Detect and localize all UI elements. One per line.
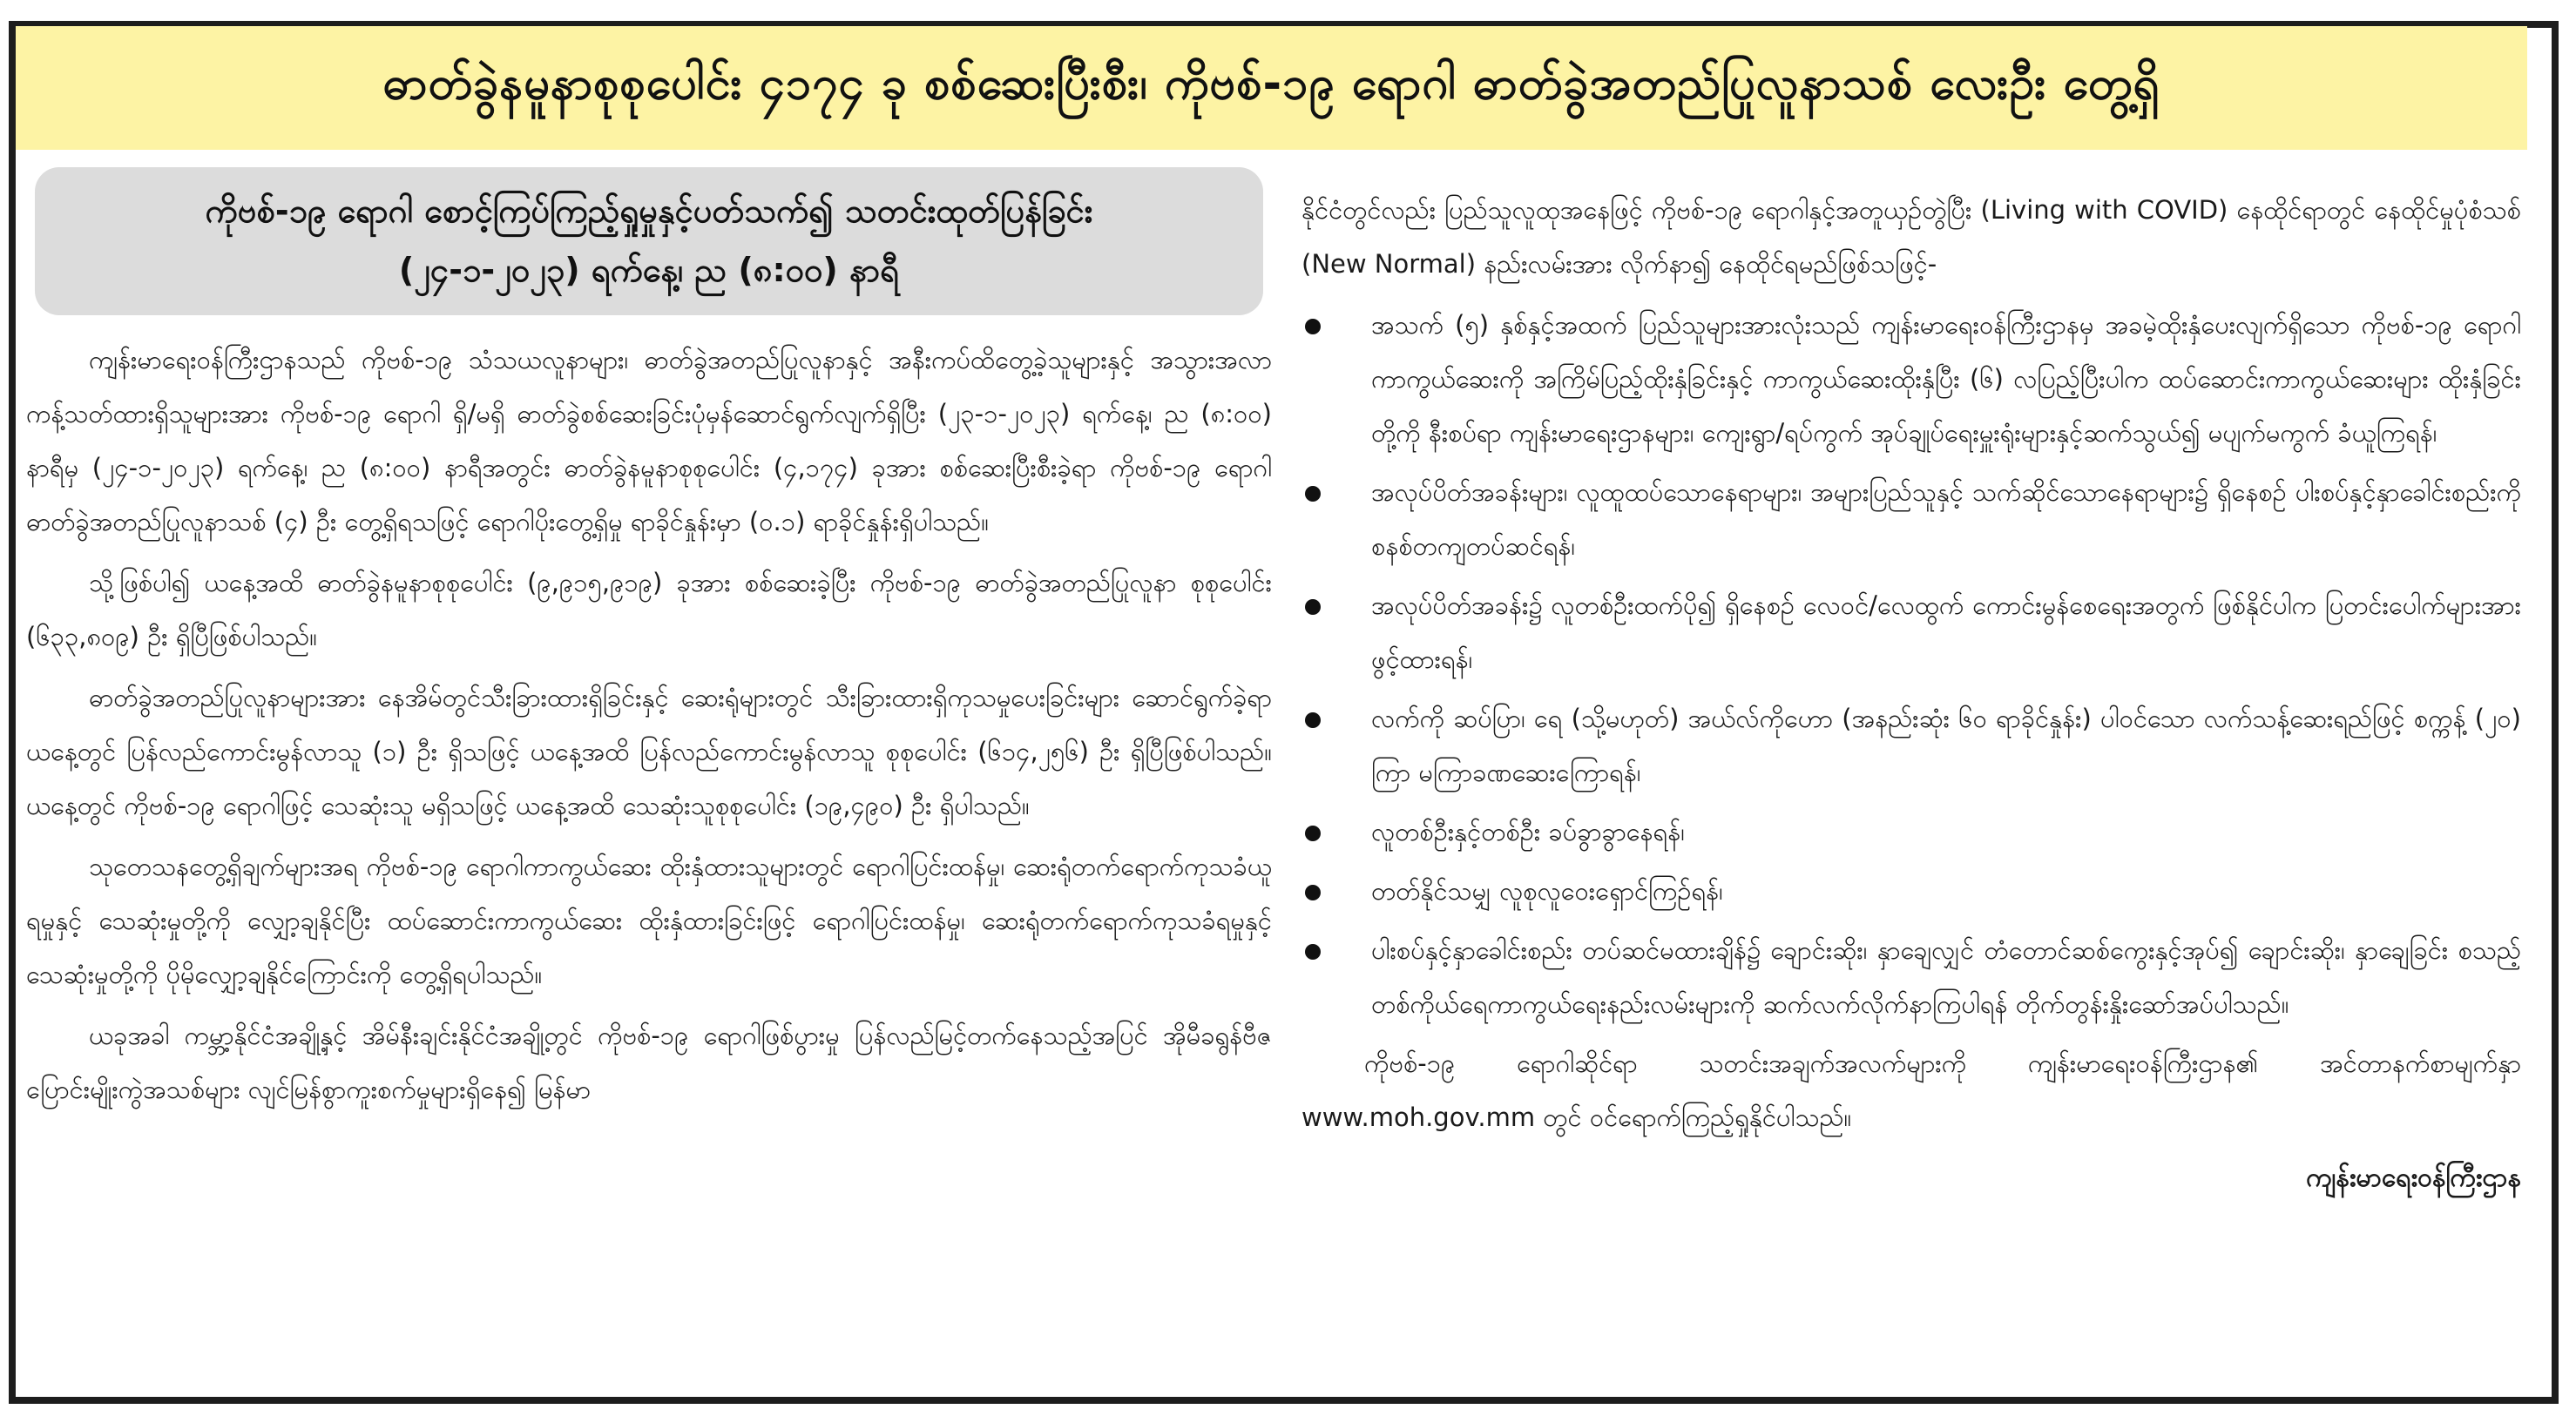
press-release-subheading (35, 167, 1263, 315)
bullet-icon (1305, 599, 1321, 615)
list-item: လူတစ်ဦးနှင့်တစ်ဦး ခပ်ခွာခွာနေရန်၊ (1302, 805, 2521, 859)
list-item: တတ်နိုင်သမျှ လူစုလူဝေးရှောင်ကြဉ်ရန်၊ (1302, 864, 2521, 918)
list-item: အသက် (၅) နှစ်နှင့်အထက် ပြည်သူများအားလုံးသည် ကျန်းမာရေးဝန်ကြီးဌာနမှ အခမဲ့ထိုးနှံပေးလျက်ရှိသော ကိုဗစ်-၁၉ ရောဂါ ကာကွယ်ဆေးကို အကြိမ်ပြည့်ထိုးနှံခြင်းနှင့် ကာကွယ်ဆေးထိုးနှံပြီး (၆) လပြည့်ပြီးပါက ထပ်ဆောင်းကာကွယ်ဆေးများ ထိုးနှံခြင်းတို့ကို နီးစပ်ရာ ကျန်းမာရေးဌာနများ၊ ကျေးရွာ/ရပ်ကွက် အုပ်ချုပ်ရေးမှူးရုံးများနှင့်ဆက်သွယ်၍ မပျက်မကွက် ခံယူကြရန်၊ (1302, 298, 2521, 460)
subheading-title: ကိုဗစ်-၁၉ ရောဂါ စောင့်ကြပ်ကြည့်ရှုမှုနှင့်ပတ်သက်၍ သတင်းထုတ်ပြန်ခြင်း (205, 192, 1093, 230)
paragraph-recoveries-deaths: ဓာတ်ခွဲအတည်ပြုလူနာများအား နေအိမ်တွင်သီးခြားထားရှိခြင်းနှင့် ဆေးရုံများတွင် သီးခြားထားရှိကုသမှုပေးခြင်းများ ဆောင်ရွက်ခဲ့ရာ ယနေ့တွင် ပြန်လည်ကောင်းမွန်လာသူ (၁) ဦး ရှိသဖြင့် ယနေ့အထိ ပြန်လည်ကောင်းမွန်လာသူ စုစုပေါင်း (၆၁၄,၂၅၆) ဦး ရှိပြီဖြစ်ပါသည်။ ယနေ့တွင် ကိုဗစ်-၁၉ ရောဂါဖြင့် သေဆုံးသူ မရှိသဖြင့် ယနေ့အထိ သေဆုံးသူစုစုပေါင်း (၁၉,၄၉၀) ဦး ရှိပါသည်။ (26, 683, 1272, 820)
headline: ဓာတ်ခွဲနမူနာစုစုပေါင်း ၄၁၇၄ ခု စစ်ဆေးပြီးစီး၊ ကိုဗစ်-၁၉ ရောဂါ ဓာတ်ခွဲအတည်ပြုလူနာသစ် လေးဦး တွေ့ရှိ (382, 57, 2160, 110)
left-column (26, 167, 1272, 1360)
bullet-icon (1305, 885, 1321, 900)
paragraph-website-info: ကိုဗစ်-၁၉ ရောဂါဆိုင်ရာ သတင်းအချက်အလက်များကို ကျန်းမာရေးဝန်ကြီးဌာန၏ အင်တာနက်စာမျက်နှာ www.moh.gov.mm တွင် ဝင်ရောက်ကြည့်ရှုနိုင်ပါသည်။ (1302, 1049, 2521, 1132)
bullet-icon (1305, 944, 1321, 960)
issuer-signature: ကျန်းမာရေးဝန်ကြီးဌာန (2306, 1163, 2521, 1193)
right-column (1302, 183, 2521, 1367)
paragraph-vaccine-research: သုတေသနတွေ့ရှိချက်များအရ ကိုဗစ်-၁၉ ရောဂါကာကွယ်ဆေး ထိုးနှံထားသူများတွင် ရောဂါပြင်းထန်မှု၊ ဆေးရုံတက်ရောက်ကုသခံယူရမှုနှင့် သေဆုံးမှုတို့ကို လျှော့ချနိုင်ပြီး ထပ်ဆောင်းကာကွယ်ဆေး ထိုးနှံထားခြင်းဖြင့် ရောဂါပြင်းထန်မှု၊ ဆေးရုံတက်ရောက်ကုသခံရမှုနှင့် သေဆုံးမှုတို့ကို ပိုမိုလျှော့ချနိုင်ကြောင်းကို တွေ့ရှိရပါသည်။ (26, 852, 1272, 989)
bullet-icon (1305, 712, 1321, 728)
list-item: အလုပ်ပိတ်အခန်း၌ လူတစ်ဦးထက်ပို၍ ရှိနေစဉ် လေဝင်/လေထွက် ကောင်းမွန်စေရေးအတွက် ဖြစ်နိုင်ပါက ပြတင်းပေါက်များအား ဖွင့်ထားရန်၊ (1302, 578, 2521, 686)
paragraph-cumulative-cases: သို့ဖြစ်ပါ၍ ယနေ့အထိ ဓာတ်ခွဲနမူနာစုစုပေါင်း (၉,၉၁၅,၉၁၉) ခုအား စစ်ဆေးခဲ့ပြီး ကိုဗစ်-၁၉ ဓာတ်ခွဲအတည်ပြုလူနာ စုစုပေါင်း (၆၃၃,၈၀၉) ဦး ရှိပြီဖြစ်ပါသည်။ (26, 568, 1272, 651)
list-item: လက်ကို ဆပ်ပြာ၊ ရေ (သို့မဟုတ်) အယ်လ်ကိုဟော (အနည်းဆုံး ၆၀ ရာခိုင်နှုန်း) ပါဝင်သော လက်သန့်ဆေးရည်ဖြင့် စက္ကန့် (၂၀) ကြာ မကြာခဏဆေးကြောရန်၊ (1302, 691, 2521, 799)
list-item: ပါးစပ်နှင့်နှာခေါင်းစည်း တပ်ဆင်မထားချိန်၌ ချောင်းဆိုး၊ နှာချေလျှင် တံတောင်ဆစ်ကွေးနှင့်အုပ်၍ ချောင်းဆိုး၊ နှာချေခြင်း စသည့် တစ်ကိုယ်ရေကာကွယ်ရေးနည်းလမ်းများကို ဆက်လက်လိုက်နာကြပါရန် တိုက်တွန်းနှိုးဆော်အပ်ပါသည်။ (1302, 923, 2521, 1031)
subheading-date: (၂၄-၁-၂၀၂၃) ရက်နေ့၊ ည (၈:၀၀) နာရီ (398, 251, 900, 289)
paragraph-global-situation: ယခုအခါ ကမ္ဘာ့နိုင်ငံအချို့နှင့် အိမ်နီးချင်းနိုင်ငံအချို့တွင် ကိုဗစ်-၁၉ ရောဂါဖြစ်ပွားမှု ပြန်လည်မြင့်တက်နေသည့်အပြင် အိုမီခရွန်ဗီဇပြောင်းမျိုးကွဲအသစ်များ လျင်မြန်စွာကူးစက်မှုများရှိနေ၍ မြန်မာ (26, 1021, 1272, 1104)
paragraph-testing-results: ကျန်းမာရေးဝန်ကြီးဌာနသည် ကိုဗစ်-၁၉ သံသယလူနာများ၊ ဓာတ်ခွဲအတည်ပြုလူနာနှင့် အနီးကပ်ထိတွေ့ခဲ့သူများနှင့် အသွားအလာကန့်သတ်ထားရှိသူများအား ကိုဗစ်-၁၉ ရောဂါ ရှိ/မရှိ ဓာတ်ခွဲစစ်ဆေးခြင်းပုံမှန်ဆောင်ရွက်လျက်ရှိပြီး (၂၃-၁-၂၀၂၃) ရက်နေ့၊ ည (၈:၀၀) နာရီမှ (၂၄-၁-၂၀၂၃) ရက်နေ့၊ ည (၈:၀၀) နာရီအတွင်း ဓာတ်ခွဲနမူနာစုစုပေါင်း (၄,၁၇၄) ခုအား စစ်ဆေးပြီးစီးခဲ့ရာ ကိုဗစ်-၁၉ ရောဂါ ဓာတ်ခွဲအတည်ပြုလူနာသစ် (၄) ဦး တွေ့ရှိရသဖြင့် ရောဂါပိုးတွေ့ရှိမှု ရာခိုင်နှုန်းမှာ (၀.၁) ရာခိုင်နှုန်းရှိပါသည်။ (26, 345, 1272, 536)
list-item: အလုပ်ပိတ်အခန်းများ၊ လူထူထပ်သောနေရာများ၊ အများပြည်သူနှင့် သက်ဆိုင်သောနေရာများ၌ ရှိနေစဉ် ပါးစပ်နှင့်နှာခေါင်းစည်းကို စနစ်တကျတပ်ဆင်ရန်၊ (1302, 465, 2521, 573)
paragraph-continuation: နိုင်ငံတွင်လည်း ပြည်သူလူထုအနေဖြင့် ကိုဗစ်-၁၉ ရောဂါနှင့်အတူယှဉ်တွဲပြီး (Living with COVID) နေထိုင်ရာတွင် နေထိုင်မှုပုံစံသစ် (New Normal) နည်းလမ်းအား လိုက်နာ၍ နေထိုင်ရမည်ဖြစ်သဖြင့်- (1302, 195, 2521, 279)
guideline-list (1302, 298, 2521, 1031)
bullet-icon (1305, 319, 1321, 334)
bullet-icon (1305, 826, 1321, 841)
bullet-icon (1305, 486, 1321, 502)
headline-banner (16, 26, 2527, 150)
